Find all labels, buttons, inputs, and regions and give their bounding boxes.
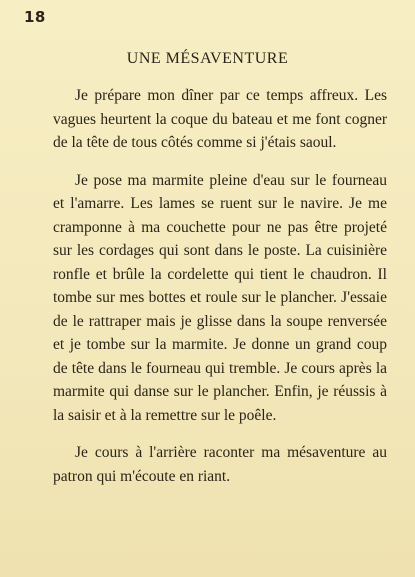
- paragraph-3: Je cours à l'arrière raconter ma mésaventure au patron qui m'écoute en riant.: [53, 444, 387, 485]
- body-text: [53, 84, 387, 502]
- chapter-title: UNE MÉSAVENTURE: [126, 50, 289, 67]
- page-number: 18: [24, 8, 46, 26]
- paragraph-1: Je prépare mon dîner par ce temps affreux. Les vagues heurtent la coque du bateau et me font cogner de la tête de tous côtés comme si j'étais saoul.: [53, 87, 387, 151]
- paragraph-2: Je pose ma marmite pleine d'eau sur le fourneau et l'amarre. Les lames se ruent sur le navire. Je me cramponne à ma couchette pour ne pas être projeté sur les cordages qui sont dans le poste. La cuisinière ronfle et brûle la cordelette qui tient le chaudron. Il tombe sur mes bottes et roule sur le plancher. J'essaie de le rattraper mais je glisse dans la soupe renversée et je tombe sur la marmite. Je donne un grand coup de tête dans le fourneau qui tremble. Je cours après la marmite qui danse sur le plancher. Enfin, je réussis à la saisir et à la remettre sur le poêle.: [53, 171, 387, 424]
